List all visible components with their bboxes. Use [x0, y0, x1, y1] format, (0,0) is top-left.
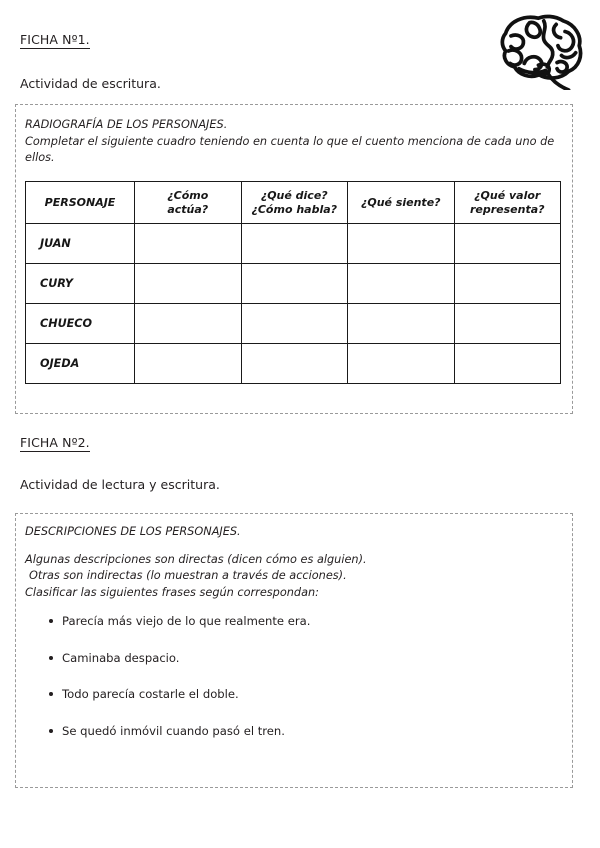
table-row [26, 344, 561, 384]
table-header-que-valor [454, 182, 561, 224]
ficha1-box-instruction: Completar el siguiente cuadro teniendo en cuenta lo que el cuento menciona de cada uno de ellos. [25, 134, 555, 164]
table-row-label-chueco: CHUECO [26, 304, 135, 344]
table-header-que-dice [241, 182, 348, 224]
ficha1-intro [25, 117, 555, 167]
bullet-icon [49, 619, 53, 623]
ficha2-box-line2: Otras son indirectas (lo muestran a través de acciones). [29, 569, 347, 582]
ficha1-box [15, 104, 573, 414]
list-item[interactable] [30, 687, 550, 702]
list-item-text: Todo parecía costarle el doble. [62, 687, 239, 701]
answer-cell[interactable] [241, 344, 348, 384]
ficha2-box-line1: Algunas descripciones son directas (dicen cómo es alguien). [25, 552, 367, 566]
table-row-label-juan: JUAN [26, 224, 135, 264]
list-item-text: Caminaba despacio. [62, 650, 180, 665]
ficha2-activity-label: Actividad de lectura y escritura. [20, 477, 220, 492]
answer-cell[interactable] [135, 264, 242, 304]
ficha2-box [15, 513, 573, 788]
spacer [25, 541, 555, 552]
answer-cell[interactable] [348, 344, 455, 384]
answer-cell[interactable] [454, 264, 561, 304]
ficha1-heading-text: FICHA Nº1. [20, 32, 90, 47]
list-item[interactable] [30, 614, 550, 629]
table-row [26, 224, 561, 264]
radiografia-table [25, 181, 561, 384]
table-row-label-ojeda: OJEDA [26, 344, 135, 384]
table-row [26, 304, 561, 344]
ficha2-box-line3: Clasificar las siguientes frases según correspondan: [25, 585, 319, 599]
answer-cell[interactable] [135, 224, 242, 264]
ficha2-heading [20, 435, 90, 450]
table-header-personaje [26, 182, 135, 224]
list-item[interactable] [30, 724, 550, 739]
answer-cell[interactable] [241, 224, 348, 264]
header-line: ¿Cómo [167, 189, 209, 202]
list-item-text: Se quedó inmóvil cuando pasó el tren. [62, 723, 285, 738]
table-row-label-cury: CURY [26, 264, 135, 304]
table-header-row [26, 182, 561, 224]
brain-icon [497, 12, 587, 90]
answer-cell[interactable] [454, 304, 561, 344]
answer-cell[interactable] [241, 304, 348, 344]
header-line: PERSONAJE [44, 195, 116, 209]
answer-cell[interactable] [348, 224, 455, 264]
answer-cell[interactable] [135, 304, 242, 344]
answer-cell[interactable] [241, 264, 348, 304]
list-item-text: Parecía más viejo de lo que realmente era. [62, 614, 311, 628]
header-line: ¿Qué dice? [260, 189, 328, 202]
statement-list [30, 614, 550, 760]
ficha2-heading-text: FICHA Nº2. [20, 435, 90, 450]
answer-cell[interactable] [135, 344, 242, 384]
header-line: representa? [469, 202, 545, 216]
ficha2-intro [25, 524, 555, 601]
ficha2-box-title: DESCRIPCIONES DE LOS PERSONAJES. [25, 525, 241, 538]
answer-cell[interactable] [348, 304, 455, 344]
answer-cell[interactable] [348, 264, 455, 304]
bullet-icon [49, 656, 53, 660]
header-line: ¿Qué siente? [360, 195, 441, 209]
answer-cell[interactable] [454, 344, 561, 384]
ficha1-heading [20, 32, 90, 47]
table-header-que-siente [348, 182, 455, 224]
list-item[interactable] [30, 651, 550, 666]
ficha1-activity-label: Actividad de escritura. [20, 76, 161, 91]
header-line: ¿Cómo habla? [251, 202, 338, 216]
header-line: ¿Qué valor [474, 189, 541, 202]
table-header-como-actua [135, 182, 242, 224]
table-row [26, 264, 561, 304]
bullet-icon [49, 729, 53, 733]
bullet-icon [49, 692, 53, 696]
header-line: actúa? [167, 202, 209, 216]
ficha1-box-title: RADIOGRAFÍA DE LOS PERSONAJES. [25, 118, 228, 131]
answer-cell[interactable] [454, 224, 561, 264]
